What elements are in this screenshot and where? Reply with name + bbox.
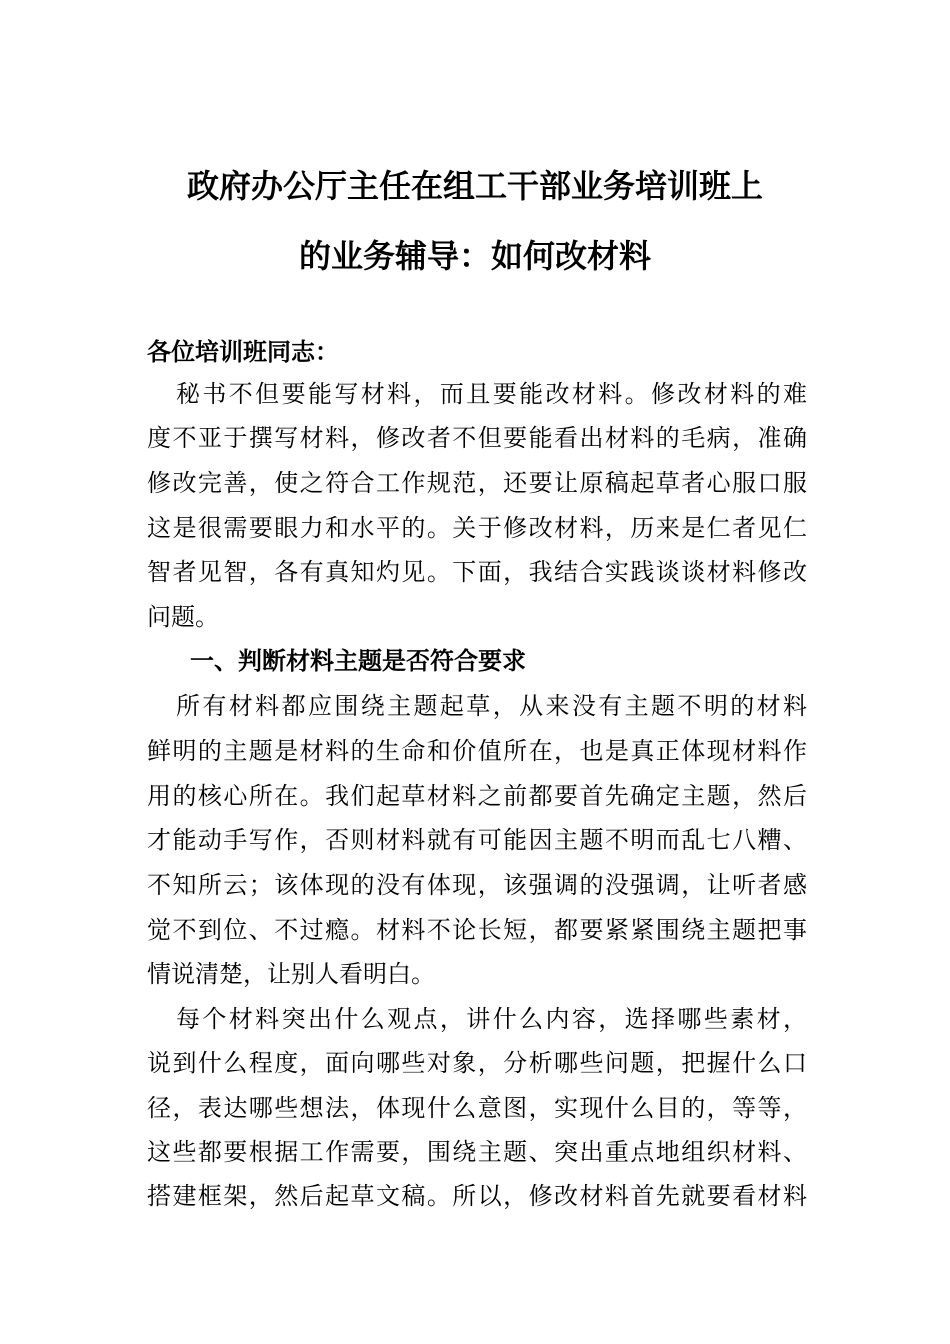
intro-line: 智者见智，各有真知灼见。下面，我结合实践谈谈材料修改 bbox=[147, 558, 807, 586]
document-title-line-1: 政府办公厅主任在组工干部业务培训班上 bbox=[186, 167, 763, 205]
salutation: 各位培训班同志： bbox=[147, 338, 339, 366]
paragraph-line: 每个材料突出什么观点，讲什么内容，选择哪些素材， bbox=[176, 1005, 807, 1033]
paragraph-line: 径，表达哪些想法，体现什么意图，实现什么目的，等等， bbox=[147, 1094, 807, 1122]
paragraph-line: 这些都要根据工作需要，围绕主题、突出重点地组织材料、 bbox=[147, 1138, 807, 1166]
intro-line: 秘书不但要能写材料，而且要能改材料。修改材料的难 bbox=[176, 380, 807, 408]
intro-line: 问题。 bbox=[147, 603, 219, 631]
paragraph-line: 鲜明的主题是材料的生命和价值所在，也是真正体现材料作 bbox=[147, 737, 807, 765]
paragraph-line: 说到什么程度，面向哪些对象，分析哪些问题，把握什么口 bbox=[147, 1049, 807, 1077]
paragraph-line: 不知所云；该体现的没有体现，该强调的没强调，让听者感 bbox=[147, 871, 807, 899]
paragraph-line: 所有材料都应围绕主题起草，从来没有主题不明的材料 bbox=[176, 692, 807, 720]
paragraph-line: 才能动手写作，否则材料就有可能因主题不明而乱七八糟、 bbox=[147, 826, 807, 854]
intro-line: 这是很需要眼力和水平的。关于修改材料，历来是仁者见仁 bbox=[147, 514, 807, 542]
section-heading: 一、判断材料主题是否符合要求 bbox=[190, 647, 526, 675]
paragraph-line: 觉不到位、不过瘾。材料不论长短，都要紧紧围绕主题把事 bbox=[147, 916, 807, 944]
document-title-line-2: 的业务辅导：如何改材料 bbox=[298, 237, 651, 275]
paragraph-line: 搭建框架，然后起草文稿。所以，修改材料首先就要看材料 bbox=[147, 1182, 807, 1210]
intro-line: 修改完善，使之符合工作规范，还要让原稿起草者心服口服 bbox=[147, 469, 807, 497]
paragraph-line: 用的核心所在。我们起草材料之前都要首先确定主题，然后 bbox=[147, 782, 807, 810]
intro-line: 度不亚于撰写材料，修改者不但要能看出材料的毛病，准确 bbox=[147, 424, 807, 452]
paragraph-line: 情说清楚，让别人看明白。 bbox=[147, 960, 435, 988]
